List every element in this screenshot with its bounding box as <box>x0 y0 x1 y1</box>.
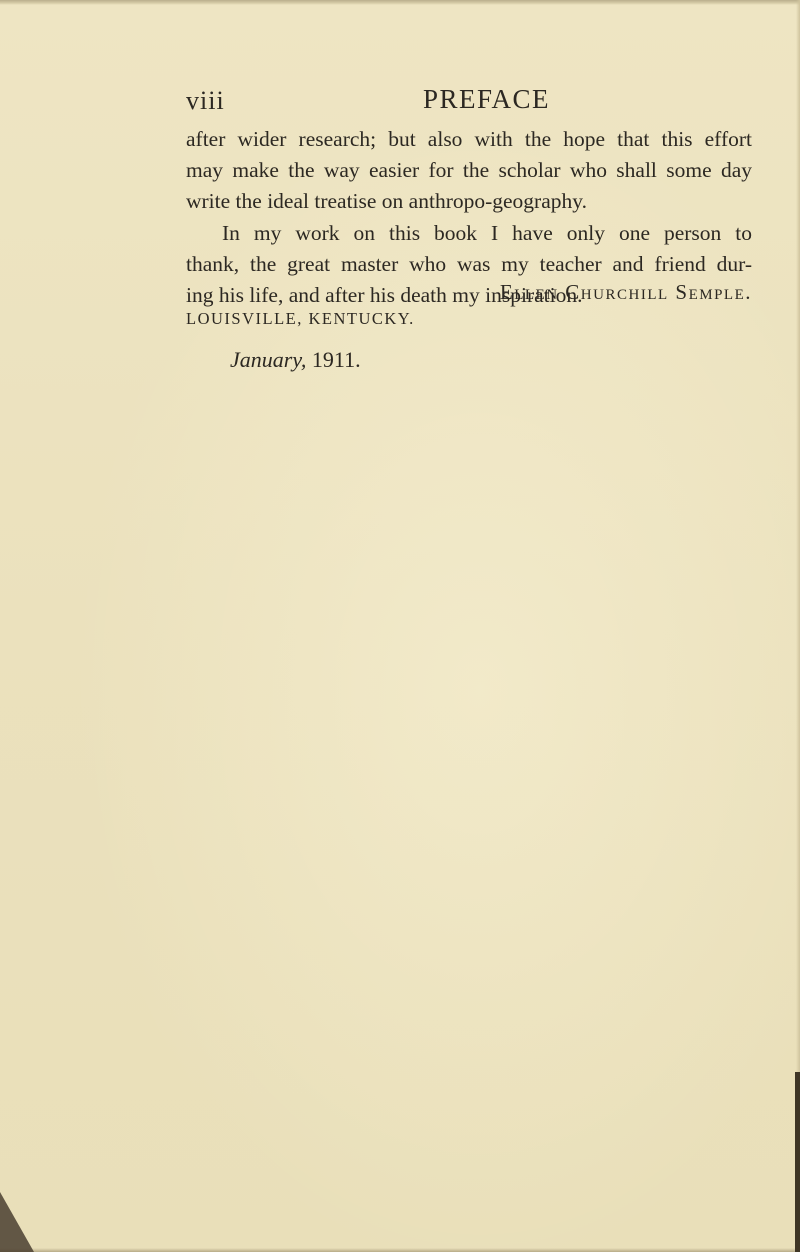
page-top-edge <box>0 0 800 5</box>
text-line: may make the way easier for the scholar who shall some day <box>186 158 752 182</box>
running-head: PREFACE <box>423 84 551 114</box>
place-line: LOUISVILLE, KENTUCKY. <box>186 309 415 328</box>
author-signature: Ellen Churchill Semple. <box>499 280 752 304</box>
page-number: viii <box>186 86 225 115</box>
date-line <box>230 347 361 373</box>
page-binding-shadow <box>795 1072 800 1252</box>
text-line-content: In my work on this book I have only one person to <box>222 221 752 245</box>
page-corner-shadow <box>0 1192 34 1252</box>
date-month: January, <box>230 347 307 372</box>
text-line: ing his life, and after his death my inspiration. <box>186 283 583 307</box>
text-line: write the ideal treatise on anthropo-geography. <box>186 189 587 213</box>
text-line: thank, the great master who was my teacher and friend dur- <box>186 252 752 276</box>
text-line: after wider research; but also with the hope that this effort <box>186 127 752 151</box>
page-right-edge <box>796 0 800 1252</box>
date-year: 1911. <box>311 347 361 372</box>
text-line <box>186 218 752 248</box>
page-bottom-edge <box>0 1248 800 1252</box>
